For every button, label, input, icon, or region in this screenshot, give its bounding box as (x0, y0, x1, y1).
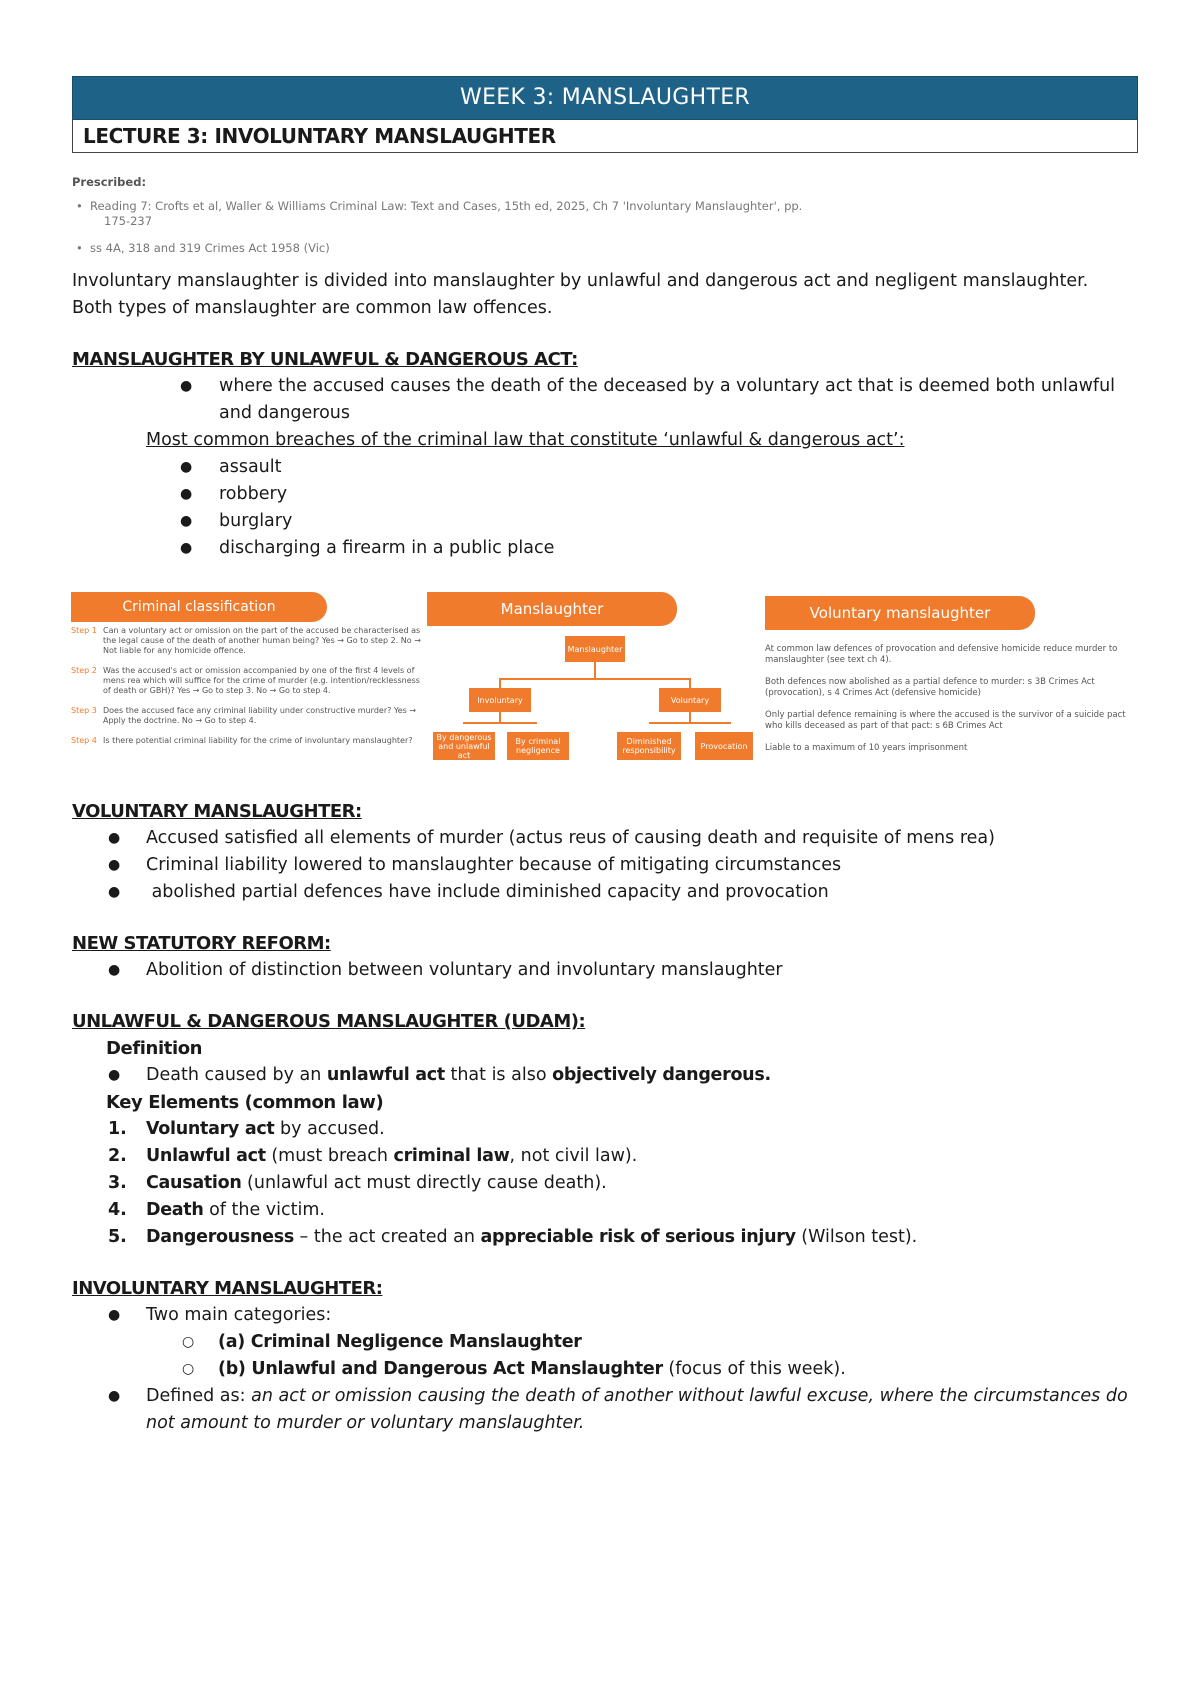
section-heading: UNLAWFUL & DANGEROUS MANSLAUGHTER (UDAM): (72, 1011, 586, 1032)
intro-paragraph: Involuntary manslaughter is divided into manslaughter by unlawful and dangerous act and negligent manslaughter. Both types of manslaughter are common law offences. (72, 271, 1089, 318)
diagram-node-leaf: Diminished responsibility (617, 732, 681, 760)
section-voluntary (72, 798, 1138, 906)
list-item: 2. Unlawful act (must breach criminal law, not civil law). (108, 1146, 638, 1166)
section-heading: VOLUNTARY MANSLAUGHTER: (72, 801, 362, 822)
bullet-icon: ● (108, 1067, 121, 1083)
slide-criminal-classification (71, 592, 421, 792)
slide-paragraph: At common law defences of provocation and defensive homicide reduce murder to manslaughter (see text ch 4). (765, 644, 1118, 665)
bullet-icon: ● (108, 884, 121, 900)
list-item: ● Defined as: an act or omission causing the death of another without lawful excuse, where the circumstances do not amount to murder or voluntary manslaughter. (72, 1383, 1138, 1437)
list-item: ● discharging a firearm in a public place (72, 535, 1138, 562)
key-elements-list (72, 1116, 1138, 1251)
prescribed-label: Prescribed: (72, 175, 147, 189)
bullet-icon: ● (180, 459, 193, 475)
slide-paragraph: Both defences now abolished as a partial defence to murder: s 3B Crimes Act (provocation), s 4 Crimes Act (defensive homicide) (765, 677, 1095, 698)
list-item: ● burglary (72, 508, 1138, 535)
prescribed-item: • Reading 7: Crofts et al, Waller & Williams Criminal Law: Text and Cases, 15th ed, 2025, Ch 7 'Involuntary Manslaughter', pp. 175-237 (86, 199, 1138, 229)
page-title: WEEK 3: MANSLAUGHTER (72, 76, 1138, 120)
lecture-slides-strip (71, 592, 1138, 792)
slide-voluntary-manslaughter (765, 592, 1137, 792)
list-item: ● Two main categories: (72, 1302, 1138, 1329)
bullet-icon: ● (108, 962, 121, 978)
section-heading: MANSLAUGHTER BY UNLAWFUL & DANGEROUS ACT: (72, 349, 578, 370)
list-item: ○ (a) Criminal Negligence Manslaughter (72, 1329, 1138, 1356)
section-heading: NEW STATUTORY REFORM: (72, 933, 331, 954)
slide-title: Manslaughter (427, 592, 677, 626)
subheading: Key Elements (common law) (106, 1092, 384, 1113)
slide-title: Criminal classification (71, 592, 327, 622)
list-item: ● Death caused by an unlawful act that is also objectively dangerous. (72, 1062, 1138, 1089)
section-reform (72, 930, 1138, 984)
list-item: 3. Causation (unlawful act must directly cause death). (108, 1173, 607, 1193)
section-udam (72, 1008, 1138, 1251)
list-item: ● robbery (72, 481, 1138, 508)
prescribed-item: • ss 4A, 318 and 319 Crimes Act 1958 (Vic) (86, 241, 1138, 256)
section-involuntary (72, 1275, 1138, 1437)
section-udam-intro (72, 346, 1138, 562)
bullet-icon: ● (108, 1388, 121, 1404)
bullet-icon: ● (108, 830, 121, 846)
document-page (72, 76, 1138, 1437)
prescribed-readings (72, 175, 1138, 256)
circle-bullet-icon: ○ (182, 1361, 195, 1377)
list-item: ○ (b) Unlawful and Dangerous Act Manslaughter (focus of this week). (72, 1356, 1138, 1383)
diagram-node-voluntary: Voluntary (659, 688, 721, 712)
bullet-icon: ● (108, 857, 121, 873)
section-heading: INVOLUNTARY MANSLAUGHTER: (72, 1278, 383, 1299)
circle-bullet-icon: ○ (182, 1334, 195, 1350)
lecture-title: LECTURE 3: INVOLUNTARY MANSLAUGHTER (72, 120, 1138, 153)
bullet-icon: ● (108, 1307, 121, 1323)
slide-paragraph: Only partial defence remaining is where the accused is the survivor of a suicide pact who kills deceased as part of that pact: s 6B Crimes Act (765, 710, 1126, 731)
bullet-icon: ● (180, 513, 193, 529)
list-item: ● Abolition of distinction between voluntary and involuntary manslaughter (72, 957, 1138, 984)
subheading: Most common breaches of the criminal law that constitute ‘unlawful & dangerous act’: (146, 430, 905, 450)
list-item: 1. Voluntary act by accused. (108, 1119, 385, 1139)
diagram-node-involuntary: Involuntary (469, 688, 531, 712)
slide-step: Step 2 Was the accused's act or omission accompanied by one of the first 4 levels of mens rea which will suffice for the crime of murder (e.g. intention/recklessness of death or GBH)? Yes → Go to step 3. No → Go to step 4. (71, 666, 420, 695)
slide-step: Step 1 Can a voluntary act or omission on the part of the accused be characterised as the legal cause of the death of another human being? Yes → Go to step 2. No → Not liable for any homicide offence. (71, 626, 421, 655)
list-item: ● where the accused causes the death of the deceased by a voluntary act that is deemed both unlawful and dangerous (72, 373, 1138, 427)
slide-manslaughter-tree (427, 592, 757, 792)
bullet-icon: ● (180, 540, 193, 556)
slide-title: Voluntary manslaughter (765, 596, 1035, 630)
diagram-node-leaf: By dangerous and unlawful act (433, 732, 495, 760)
diagram-node-leaf: Provocation (695, 732, 753, 760)
list-item: ● abolished partial defences have include diminished capacity and provocation (72, 879, 1138, 906)
diagram-node-root: Manslaughter (565, 636, 625, 662)
list-item: 4. Death of the victim. (108, 1200, 325, 1220)
manslaughter-diagram (427, 636, 757, 786)
list-item: ● assault (72, 454, 1138, 481)
subheading: Definition (106, 1038, 203, 1059)
list-item: ● Accused satisfied all elements of murder (actus reus of causing death and requisite of mens rea) (72, 825, 1138, 852)
diagram-node-leaf: By criminal negligence (507, 732, 569, 760)
slide-step: Step 3 Does the accused face any criminal liability under constructive murder? Yes → Apply the doctrine. No → Go to step 4. (71, 706, 417, 725)
bullet-icon: ● (180, 378, 193, 394)
list-item: 5. Dangerousness – the act created an appreciable risk of serious injury (Wilson test). (108, 1227, 918, 1247)
bullet-icon: ● (180, 486, 193, 502)
slide-paragraph: Liable to a maximum of 10 years imprisonment (765, 743, 968, 753)
slide-step: Step 4 Is there potential criminal liability for the crime of involuntary manslaughter? (71, 736, 413, 745)
list-item: ● Criminal liability lowered to manslaughter because of mitigating circumstances (72, 852, 1138, 879)
